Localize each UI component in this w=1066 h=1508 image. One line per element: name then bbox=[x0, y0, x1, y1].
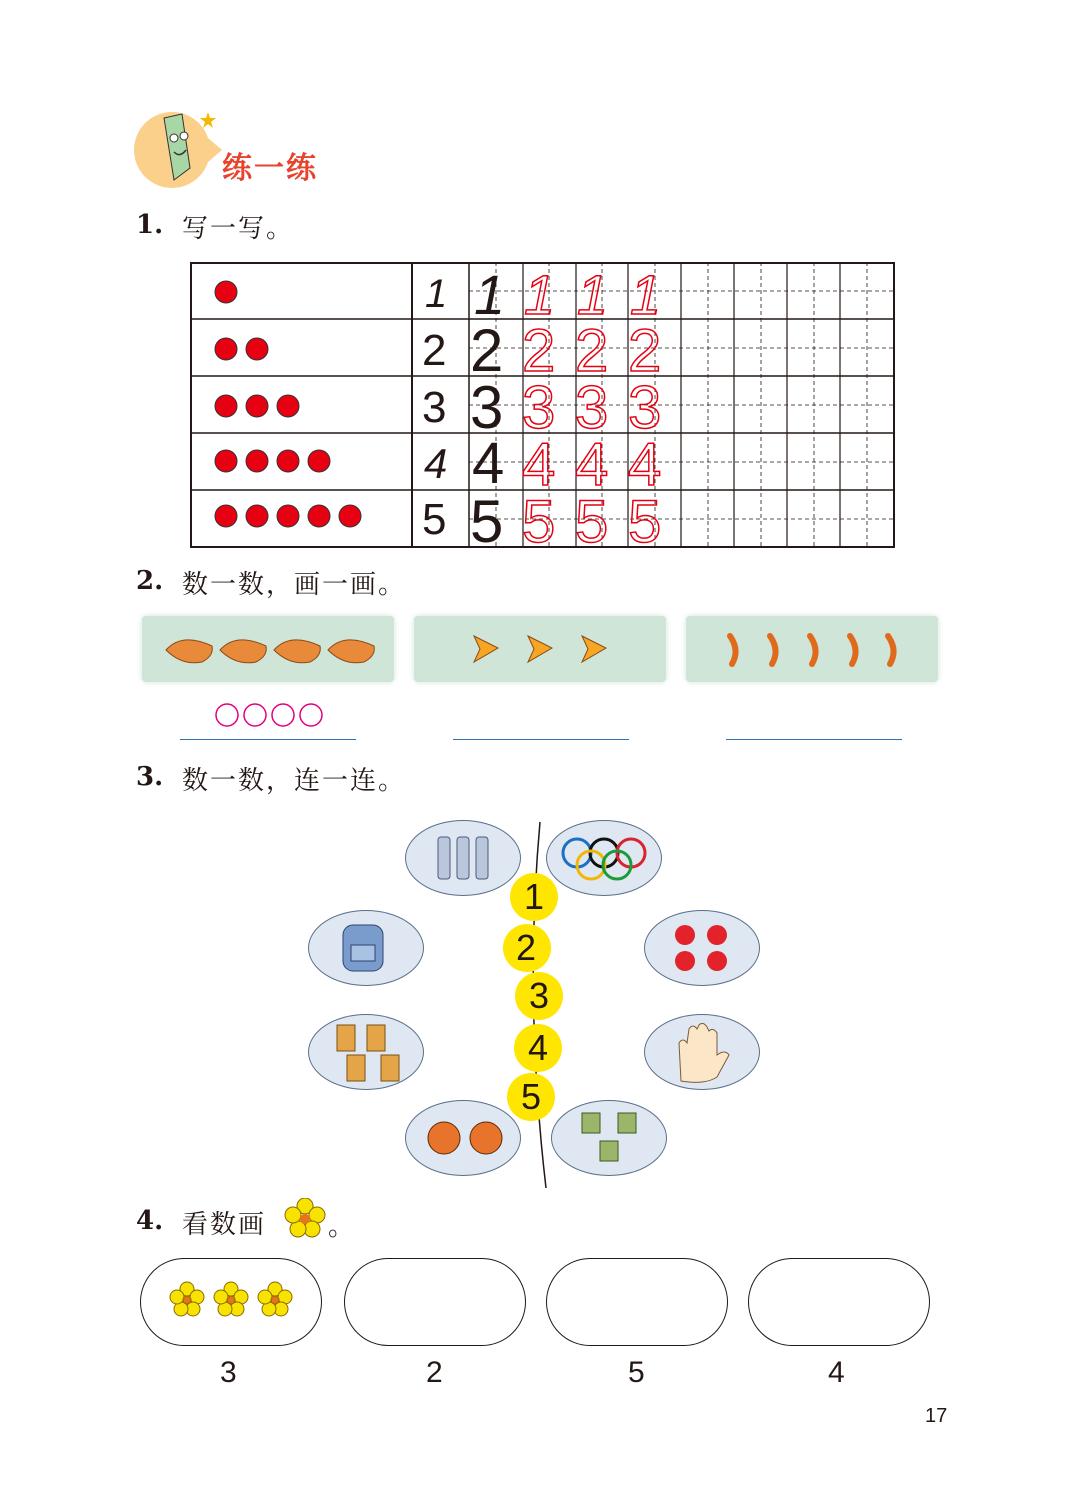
question-3-text: 数一数，连一连。 bbox=[182, 766, 407, 796]
water-bottles-icon bbox=[406, 821, 520, 895]
trace-2c: 2 bbox=[628, 317, 662, 384]
fish-box bbox=[414, 616, 666, 682]
trace-3a: 3 bbox=[522, 374, 556, 441]
example-circles bbox=[214, 702, 330, 732]
question-4-text: 看数画 bbox=[182, 1210, 267, 1240]
oval-backpack[interactable] bbox=[308, 910, 424, 986]
model-digit-2: 2 bbox=[470, 317, 504, 384]
draw-box-3[interactable] bbox=[546, 1258, 728, 1346]
number-ball-1-label: 1 bbox=[524, 876, 545, 917]
flower-icon bbox=[284, 1198, 326, 1242]
number-ball-3-label: 3 bbox=[529, 975, 550, 1016]
question-1-number: 1. bbox=[136, 210, 164, 240]
backpack-icon bbox=[309, 911, 423, 985]
oval-olympic-rings[interactable] bbox=[546, 820, 662, 896]
dot-row-2 bbox=[214, 337, 414, 365]
model-digit-5: 5 bbox=[470, 488, 504, 555]
trace-5a: 5 bbox=[522, 488, 556, 555]
oval-basketballs[interactable] bbox=[405, 1100, 521, 1176]
oval-cups[interactable] bbox=[551, 1100, 667, 1176]
oval-water-bottles[interactable] bbox=[405, 820, 521, 896]
draw-box-2[interactable] bbox=[344, 1258, 526, 1346]
cups-icon bbox=[552, 1101, 666, 1175]
hand-icon bbox=[645, 1015, 759, 1089]
question-2-text: 数一数，画一画。 bbox=[182, 570, 407, 600]
model-digit-1: 1 bbox=[474, 263, 506, 326]
dot-row-1 bbox=[214, 280, 414, 308]
dot-row-5 bbox=[214, 504, 414, 532]
trace-3c: 3 bbox=[628, 374, 662, 441]
trace-4a: 4 bbox=[522, 431, 556, 498]
chairs-icon bbox=[309, 1015, 423, 1089]
trace-5b: 5 bbox=[575, 488, 609, 555]
digit-2: 2 bbox=[422, 326, 447, 375]
question-2-number: 2. bbox=[136, 566, 164, 596]
draw-label-2: 2 bbox=[426, 1356, 443, 1389]
dot-row-3 bbox=[214, 394, 414, 422]
ping-pong-paddles-icon bbox=[645, 911, 759, 985]
basketballs-icon bbox=[406, 1101, 520, 1175]
page-number: 17 bbox=[925, 1405, 948, 1427]
question-4-number: 4. bbox=[136, 1206, 164, 1236]
draw-label-1: 3 bbox=[220, 1356, 237, 1389]
trace-5c: 5 bbox=[628, 488, 662, 555]
shrimp-box bbox=[686, 616, 938, 682]
trace-1b: 1 bbox=[577, 263, 609, 326]
trace-1a: 1 bbox=[524, 263, 556, 326]
trace-3b: 3 bbox=[575, 374, 609, 441]
number-ball-4-label: 4 bbox=[528, 1027, 549, 1068]
number-ball-5-label: 5 bbox=[521, 1076, 542, 1117]
oval-ping-pong[interactable] bbox=[644, 910, 760, 986]
section-title: 练一练 bbox=[222, 151, 318, 186]
oval-hand[interactable] bbox=[644, 1014, 760, 1090]
trace-4c: 4 bbox=[628, 431, 662, 498]
digit-1: 1 bbox=[425, 272, 448, 316]
question-4-suffix: 。 bbox=[328, 1212, 357, 1242]
trace-2a: 2 bbox=[522, 317, 556, 384]
model-digit-4: 4 bbox=[472, 431, 505, 496]
number-ball-2-label: 2 bbox=[516, 927, 537, 968]
question-3-number: 3. bbox=[136, 762, 164, 792]
answer-line-2[interactable] bbox=[453, 739, 629, 740]
shrimp-icon bbox=[686, 616, 938, 682]
traced-digits bbox=[520, 262, 662, 555]
olympic-rings-icon bbox=[547, 821, 661, 895]
oval-chairs[interactable] bbox=[308, 1014, 424, 1090]
digit-4: 4 bbox=[424, 440, 448, 487]
digit-5: 5 bbox=[422, 495, 447, 544]
answer-line-3[interactable] bbox=[726, 739, 902, 740]
dot-row-4 bbox=[214, 449, 414, 477]
trace-4b: 4 bbox=[575, 431, 609, 498]
trace-2b: 2 bbox=[575, 317, 609, 384]
answer-line-1[interactable] bbox=[180, 739, 356, 740]
shells-box bbox=[142, 616, 394, 682]
fish-icon bbox=[414, 616, 666, 682]
shell-icon bbox=[142, 616, 394, 682]
trace-1c: 1 bbox=[630, 263, 662, 326]
flower-icon-row bbox=[141, 1259, 321, 1345]
draw-box-1 bbox=[140, 1258, 322, 1346]
draw-label-3: 5 bbox=[628, 1356, 645, 1389]
question-1-text: 写一写。 bbox=[182, 214, 295, 244]
draw-box-4[interactable] bbox=[748, 1258, 930, 1346]
pencil-mascot-icon bbox=[130, 108, 222, 194]
digit-3: 3 bbox=[422, 383, 447, 432]
model-digit-3: 3 bbox=[470, 374, 504, 441]
draw-label-4: 4 bbox=[828, 1356, 845, 1389]
